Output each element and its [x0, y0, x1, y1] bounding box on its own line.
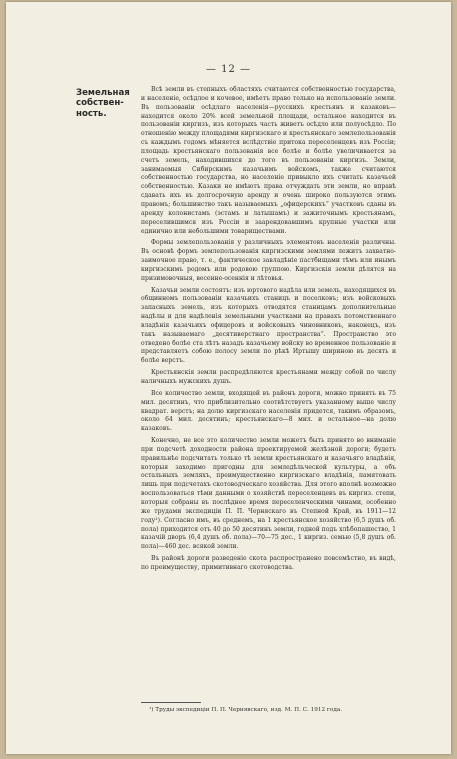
page-number: — 12 —	[205, 64, 252, 75]
paragraph: Всѣ земли въ степныхъ областяхъ считаются собственностью государства, и населеніе, осѣдлое и кочевое, имѣетъ право только на использованіе земли. Въ пользованіи осѣдлаго населенія—русскихъ крестьянъ и казаковъ—находится около 20% всей земельной площади, остальное находится въ пользованіи киргизъ, изъ которыхъ часть живетъ осѣдло или полуосѣдло. По отношенію между площадями киргизскаго и крестьянскаго землепользованія съ каждымъ годомъ мѣняется вслѣдствіе притока переселенцевъ изъ Россіи; площадь крестьянскаго пользованія все болѣе и болѣе увеличивается за счетъ земель, находившихся до того въ пользованіи киргизъ. Земли, занимаемыя Сибирскимъ казачьимъ войскомъ, также считаются собственностью государства, но населеніе привыкло ихъ считать казачьей собственностью. Казаки не имѣютъ права отчуждать эти земли, но вправѣ сдавать ихъ въ долгосрочную аренду и очень широко пользуются этимъ правомъ; большинство такъ называемыхъ „офицерскихъ“ участковъ сданы въ аренду колонистамъ (эстамъ и латышамъ) и зажиточнымъ крестьянамъ, переселившимся изъ Россіи и заарендовавшимъ крупные участки или единично или небольшими товариществами.	[141, 86, 396, 235]
footnote: ¹) Труды экспедиціи П. П. Чернявскаго, изд. М. П. С. 1912 года.	[149, 707, 343, 713]
paragraph: Конечно, не все это количество земли можетъ быть принято во вниманіе при подсчетѣ доходности района проектируемой желѣзной дороги; будетъ правильнѣе подсчитать только тѣ земли крестьянскаго и казачьяго владѣнія, которыя заходимо пригодны для земледѣльческой культуры, а объ остальныхъ земляхъ, преимущественно киргизскаго владѣнія, памятовать лишь при подсчетахъ скотоводческаго хозяйства. Для этого вполнѣ возможно воспользоваться тѣми данными о хозяйствѣ переселенцевъ въ киргиз. степи, которыя собраны въ послѣднее время переселенческими чинами, особенно же трудами экспедиціи П. П. Черняскаго въ Степной Край, въ 1911—12 году¹). Согласно имъ, въ среднемъ, на 1 крестьянское хозяйство (6,5 душъ об. пола) приходится отъ 40 до 50 десятинъ земли, годной подъ хлѣбопашество, 1 казачій дворъ (6,4 душъ об. пола)—70—75 дес., 1 киргиз. семью (5,8 душъ об. пола)—460 дес. всякой земли.	[141, 437, 396, 551]
paragraph: Формы землепользованія у различныхъ элементовъ населенія различны. Въ основѣ формъ землепользованія киргизскими землями лежитъ захватно-заимочное право, т. е., фактическое завладѣніе пастбищами тѣмъ или инымъ киргизскимъ родомъ или родовою группою. Киргизскія земли дѣлятся на призимовочныя, весенне-осеннія и лѣтовья.	[141, 239, 396, 282]
paragraph: Крестьянскія земли распредѣляются крестьянами между собой по числу наличныхъ мужскихъ душъ.	[141, 369, 396, 385]
document-page	[6, 2, 451, 754]
body-text	[141, 86, 396, 576]
marginal-heading-line: собствен-	[76, 98, 124, 109]
paragraph: Казачьи земли состоятъ: изъ юртового надѣла или земель, находящихся въ общинномъ пользованіи казачьихъ станицъ и поселковъ; изъ войсковыхъ запасныхъ земель, изъ которыхъ отводятся станицамъ дополнительные надѣлы и для надѣленія земельными участками на правахъ потомственнаго владѣнія казачьихъ офицеровъ и войсковыхъ чиновниковъ, наконецъ, изъ такъ называемаго „десятиверстнаго пространства“. Пространство это отведено болѣе ста лѣтъ назадъ казачьему войску во временное пользованіе и представляетъ собою полосу земли по рѣкѣ Иртышу шириною въ десять и болѣе верстъ.	[141, 286, 396, 365]
paragraph: Все количество земли, входящей въ районъ дороги, можно принять въ 75 мил. десятинъ, что приблизительно соотвѣтствуетъ указанному выше числу квадрат. верстъ; на долю киргизскаго населенія придется, такимъ образомъ, около 64 мил. десятинъ; крестьянскаго—8 мил. и остальное—на долю казаковъ.	[141, 389, 396, 433]
paragraph: Въ районѣ дороги разведеніе скота распространено повсемѣстно, въ видѣ, по преимуществу, примитивнаго скотоводства.	[141, 555, 396, 571]
marginal-heading-line: Земельная	[76, 88, 130, 98]
footnote-divider	[141, 702, 201, 703]
marginal-heading	[76, 88, 140, 119]
marginal-heading-line: ность.	[76, 108, 107, 119]
